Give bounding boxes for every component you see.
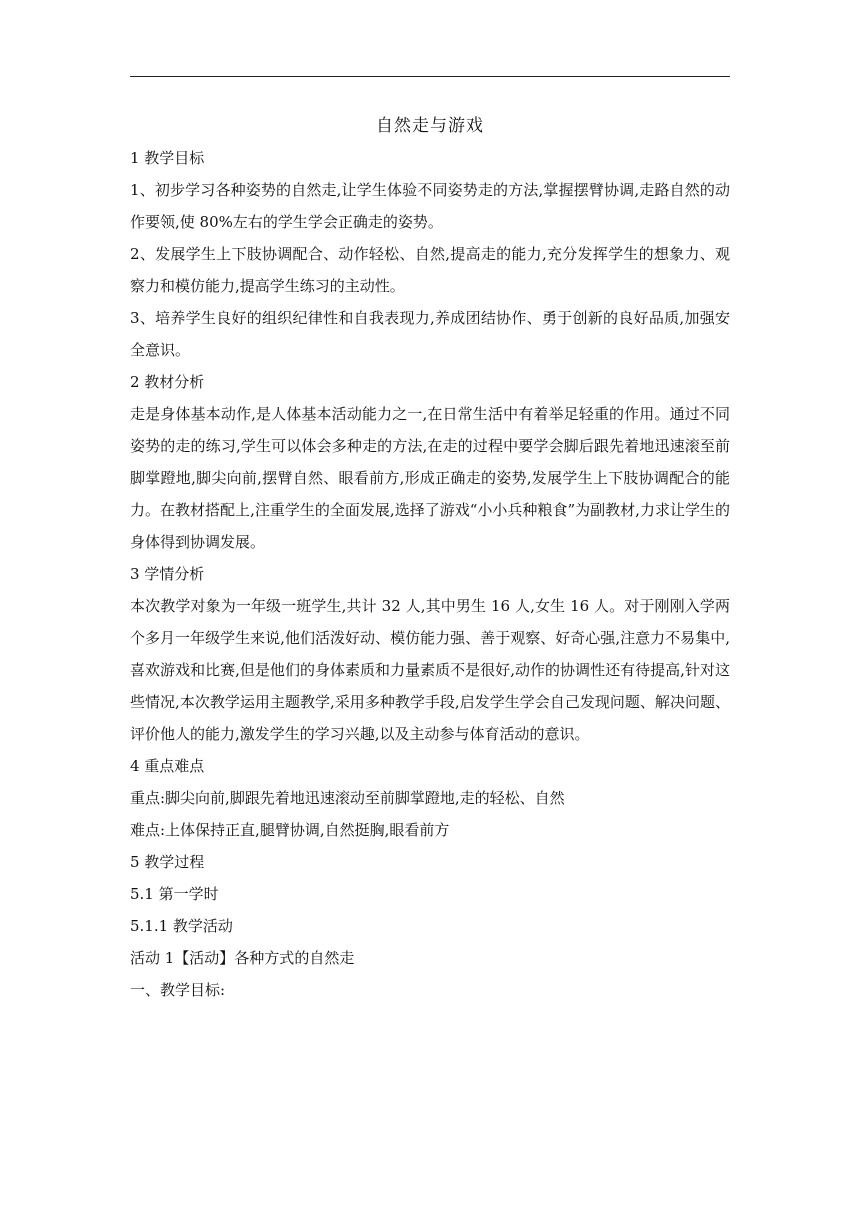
heading-first-lesson: 5.1 第一学时	[130, 885, 219, 903]
heading-teaching-activities: 5.1.1 教学活动	[130, 917, 233, 935]
heading-activity-goals: 一、教学目标:	[130, 981, 226, 999]
paragraph-goal-1: 1、初步学习各种姿势的自然走,让学生体验不同姿势走的方法,掌握摆臂协调,走路自然的动作要领,使 80%左右的学生学会正确走的姿势。	[130, 181, 730, 231]
header-rule	[130, 76, 730, 77]
heading-teaching-goals: 1 教学目标	[130, 149, 205, 167]
heading-material-analysis: 2 教材分析	[130, 373, 205, 391]
paragraph-goal-3: 3、培养学生良好的组织纪律性和自我表现力,养成团结协作、勇于创新的良好品质,加强安全意识。	[130, 309, 730, 359]
paragraph-goal-2: 2、发展学生上下肢协调配合、动作轻松、自然,提高走的能力,充分发挥学生的想象力、观察力和模仿能力,提高学生练习的主动性。	[130, 245, 730, 295]
heading-student-analysis: 3 学情分析	[130, 565, 205, 583]
heading-key-difficulties: 4 重点难点	[130, 757, 205, 775]
document-body	[130, 110, 730, 1006]
paragraph-material-analysis: 走是身体基本动作,是人体基本活动能力之一,在日常生活中有着举足轻重的作用。通过不同姿势的走的练习,学生可以体会多种走的方法,在走的过程中要学会脚后跟先着地迅速滚至前脚掌蹬地,脚尖向前,摆臂自然、眼看前方,形成正确走的姿势,发展学生上下肢协调配合的能力。在教材搭配上,注重学生的全面发展,选择了游戏“小小兵种粮食”为副教材,力求让学生的身体得到协调发展。	[130, 405, 730, 551]
line-key-point: 重点:脚尖向前,脚跟先着地迅速滚动至前脚掌蹬地,走的轻松、自然	[130, 789, 565, 807]
line-difficulty: 难点:上体保持正直,腿臂协调,自然挺胸,眼看前方	[130, 821, 450, 839]
heading-teaching-process: 5 教学过程	[130, 853, 205, 871]
document-title: 自然走与游戏	[376, 116, 484, 136]
paragraph-student-analysis: 本次教学对象为一年级一班学生,共计 32 人,其中男生 16 人,女生 16 人。对于刚刚入学两个多月一年级学生来说,他们活泼好动、模仿能力强、善于观察、好奇心强,注意力不易集中,喜欢游戏和比赛,但是他们的身体素质和力量素质不是很好,动作的协调性还有待提高,针对这些情况,本次教学运用主题教学,采用多种教学手段,启发学生学会自己发现问题、解决问题、评价他人的能力,激发学生的学习兴趣,以及主动参与体育活动的意识。	[130, 597, 730, 743]
heading-activity-1: 活动 1【活动】各种方式的自然走	[130, 949, 355, 967]
